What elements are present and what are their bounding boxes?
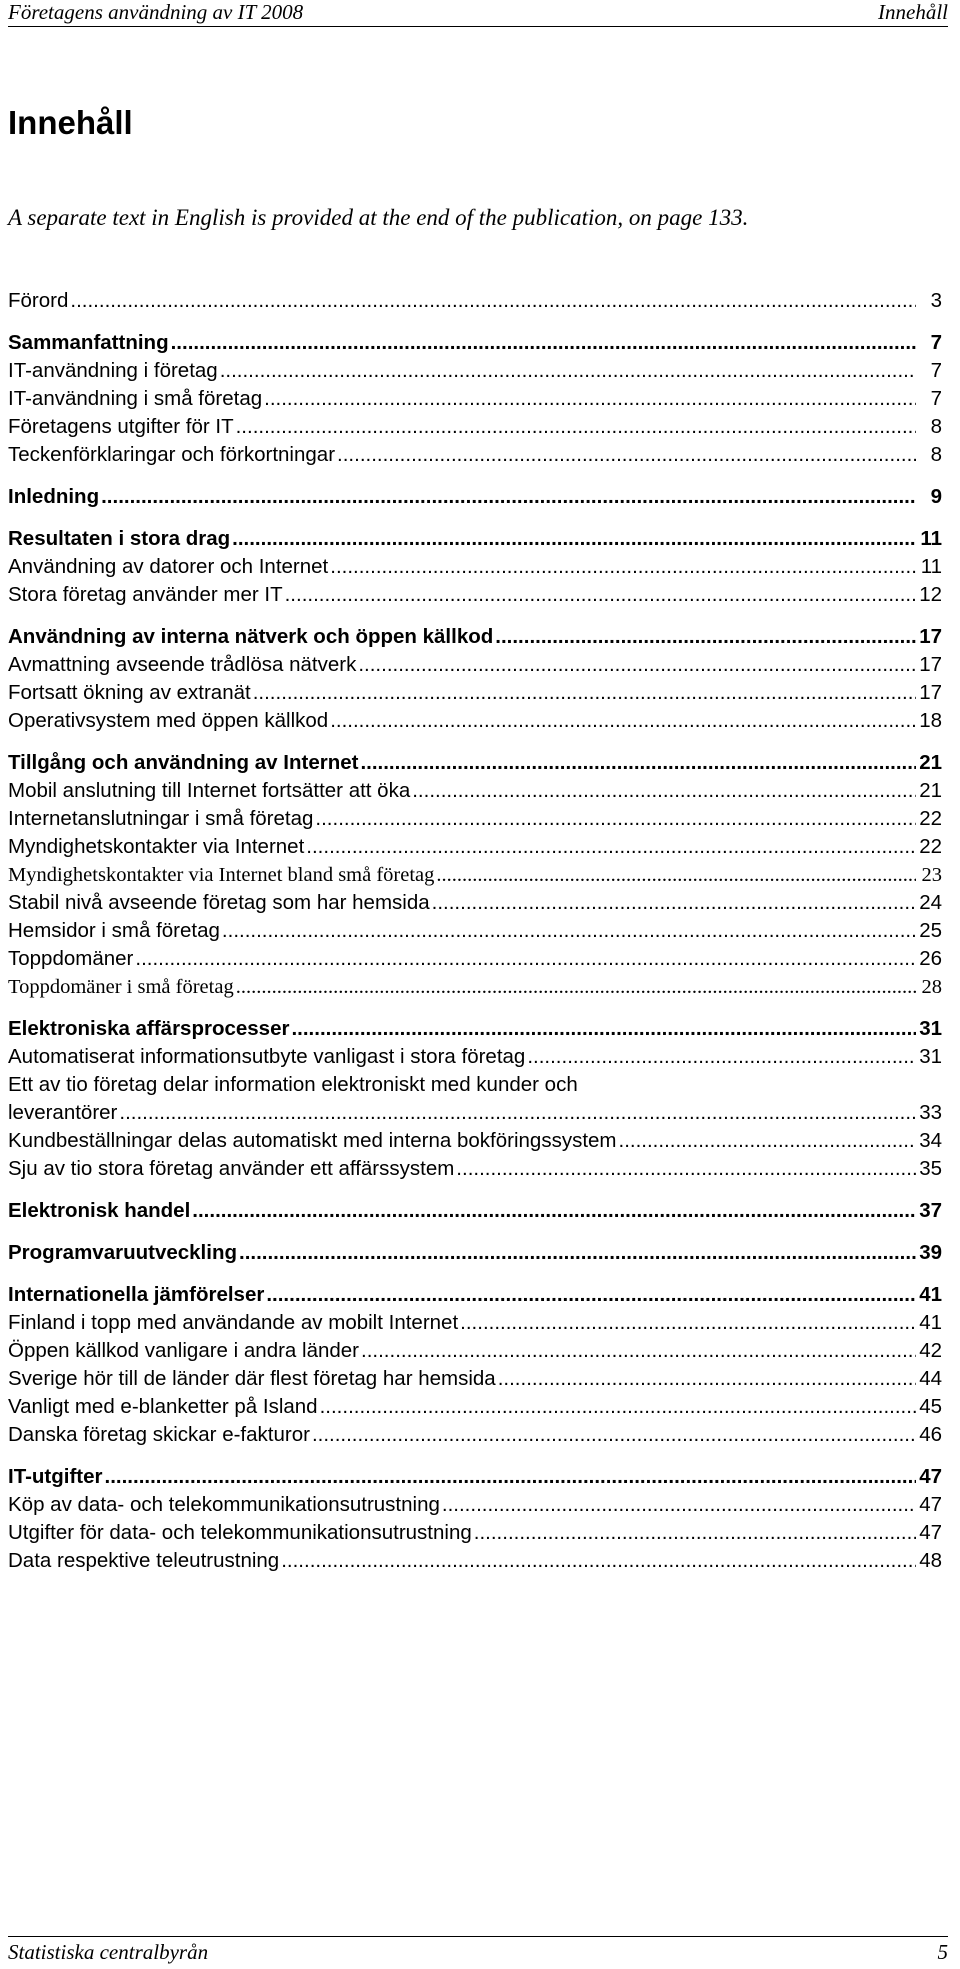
toc-entry[interactable] [8,1337,942,1365]
toc-entry-label: IT-användning i små företag [8,387,263,410]
toc-entry[interactable] [8,973,942,1001]
toc-entry-page-number: 18 [919,709,942,732]
toc-entry-label: IT-användning i företag [8,359,218,382]
toc-chapter-entry[interactable] [8,1197,942,1225]
toc-entry-page-number: 21 [919,779,942,802]
toc-chapter-entry[interactable] [8,1239,942,1267]
toc-entry[interactable] [8,1309,942,1337]
toc-chapter-entry[interactable] [8,1015,942,1043]
toc-entry[interactable] [8,1421,942,1449]
toc-entry-label: Operativsystem med öppen källkod [8,709,329,732]
toc-dot-leader [474,1519,916,1547]
toc-entry-label: Sammanfattning [8,331,169,354]
page-title: Innehåll [8,104,133,141]
toc-entry[interactable] [8,385,942,413]
toc-entry[interactable] [8,441,942,469]
toc-entry-label: Vanligt med e-blanketter på Island [8,1395,318,1418]
toc-entry[interactable] [8,889,942,917]
toc-entry-page-number: 33 [919,1101,942,1124]
toc-entry-page-number: 44 [919,1367,942,1390]
toc-entry-page-number: 46 [919,1423,942,1446]
toc-entry[interactable] [8,581,942,609]
toc-entry-page-number: 7 [930,331,942,354]
toc-entry-label: Användning av datorer och Internet [8,555,329,578]
toc-entry[interactable] [8,1519,942,1547]
toc-dot-leader [135,945,916,973]
toc-dot-leader [619,1127,917,1155]
toc-dot-leader [436,861,916,889]
toc-entry-page-number: 17 [919,653,942,676]
toc-entry[interactable] [8,1099,942,1127]
toc-entry-label: Data respektive teleutrustning [8,1549,280,1572]
toc-dot-leader [171,329,916,357]
toc-entry[interactable] [8,707,942,735]
toc-entry-page-number: 7 [930,387,942,410]
toc-entry-label: Sverige hör till de länder där flest företag har hemsida [8,1367,496,1390]
toc-entry-page-number: 39 [919,1241,942,1264]
toc-entry-label: Stabil nivå avseende företag som har hemsida [8,891,430,914]
toc-entry-page-number: 47 [919,1465,942,1488]
toc-dot-leader [456,1155,916,1183]
toc-dot-leader [236,413,916,441]
toc-entry-page-number: 9 [930,485,942,508]
toc-entry[interactable] [8,651,942,679]
toc-entry-label: Toppdomäner [8,947,134,970]
toc-entry-page-number: 31 [919,1017,942,1040]
toc-dot-leader [320,1393,916,1421]
toc-entry[interactable] [8,357,942,385]
toc-entry-label: Avmattning avseende trådlösa nätverk [8,653,357,676]
toc-entry[interactable] [8,833,942,861]
english-text-note: A separate text in English is provided at the end of the publication, on page 133. [8,205,749,230]
footer-publisher: Statistiska centralbyrån [8,1940,209,1964]
toc-chapter-entry[interactable] [8,329,942,357]
toc-dot-leader [498,1365,916,1393]
toc-entry[interactable] [8,1071,942,1099]
toc-entry-label: Köp av data- och telekommunikationsutrustning [8,1493,440,1516]
toc-dot-leader [315,805,916,833]
toc-entry-label: IT-utgifter [8,1465,103,1488]
toc-entry-label: Användning av interna nätverk och öppen källkod [8,625,494,648]
header-publication-title: Företagens användning av IT 2008 [8,0,304,24]
toc-entry[interactable] [8,945,942,973]
toc-entry[interactable] [8,287,942,315]
toc-dot-leader [312,1421,916,1449]
toc-dot-leader [101,483,916,511]
toc-entry-page-number: 8 [930,443,942,466]
toc-entry[interactable] [8,679,942,707]
toc-entry-label: Hemsidor i små företag [8,919,220,942]
toc-entry-label: Tillgång och användning av Internet [8,751,359,774]
toc-entry-page-number: 48 [919,1549,942,1572]
toc-dot-leader [330,707,916,735]
toc-dot-leader [330,553,916,581]
toc-entry-label: Elektroniska affärsprocesser [8,1017,290,1040]
toc-entry-page-number: 47 [919,1521,942,1544]
toc-entry-label: Myndighetskontakter via Internet bland små företag [8,864,435,886]
toc-dot-leader [264,385,916,413]
toc-dot-leader [105,1463,916,1491]
toc-entry-page-number: 8 [930,415,942,438]
toc-entry[interactable] [8,1127,942,1155]
toc-entry-label: Myndighetskontakter via Internet [8,835,305,858]
toc-dot-leader [285,581,916,609]
table-of-contents [8,287,942,1575]
toc-entry-page-number: 31 [919,1045,942,1068]
toc-entry[interactable] [8,1155,942,1183]
toc-entry[interactable] [8,553,942,581]
toc-dot-leader [495,623,916,651]
toc-entry-label: Utgifter för data- och telekommunikationsutrustning [8,1521,472,1544]
toc-entry-page-number: 22 [919,835,942,858]
toc-chapter-entry[interactable] [8,749,942,777]
toc-entry-page-number: 24 [919,891,942,914]
toc-entry-label: Sju av tio stora företag använder ett affärssystem [8,1157,455,1180]
toc-dot-leader [266,1281,916,1309]
page-footer [8,1936,948,1967]
toc-entry-page-number: 35 [919,1157,942,1180]
toc-entry-label: Inledning [8,485,100,508]
toc-entry-label: Elektronisk handel [8,1199,191,1222]
toc-entry-label: Företagens utgifter för IT [8,415,234,438]
toc-entry-page-number: 42 [919,1339,942,1362]
toc-chapter-entry[interactable] [8,483,942,511]
toc-chapter-entry[interactable] [8,1281,942,1309]
toc-dot-leader [119,1099,916,1127]
toc-entry-label: Stora företag använder mer IT [8,583,283,606]
toc-dot-leader [192,1197,916,1225]
toc-entry-page-number: 25 [919,919,942,942]
toc-dot-leader [460,1309,916,1337]
toc-dot-leader [70,287,916,315]
toc-entry-label: Internationella jämförelser [8,1283,265,1306]
toc-entry-page-number: 47 [919,1493,942,1516]
toc-dot-leader [527,1043,916,1071]
toc-dot-leader [432,889,916,917]
toc-dot-leader [291,1015,916,1043]
toc-entry-page-number: 41 [919,1311,942,1334]
toc-entry[interactable] [8,1043,942,1071]
toc-entry-page-number: 26 [919,947,942,970]
toc-dot-leader [358,651,916,679]
toc-entry-label: Automatiserat informationsutbyte vanligast i stora företag [8,1045,526,1068]
toc-dot-leader [232,525,916,553]
toc-entry-page-number: 34 [919,1129,942,1152]
toc-dot-leader [222,917,916,945]
toc-entry[interactable] [8,1491,942,1519]
toc-chapter-entry[interactable] [8,623,942,651]
toc-chapter-entry[interactable] [8,1463,942,1491]
toc-entry-label: Förord [8,289,69,312]
toc-dot-leader [337,441,916,469]
toc-entry-page-number: 17 [919,681,942,704]
toc-entry[interactable] [8,1547,942,1575]
toc-entry-page-number: 21 [919,751,942,774]
toc-chapter-entry[interactable] [8,525,942,553]
toc-entry-page-number: 45 [919,1395,942,1418]
toc-entry[interactable] [8,413,942,441]
toc-entry-page-number: 22 [919,807,942,830]
toc-entry-page-number: 37 [919,1199,942,1222]
toc-dot-leader [360,749,916,777]
toc-entry-label: Toppdomäner i små företag [8,976,234,998]
toc-entry-label: Kundbeställningar delas automatiskt med interna bokföringssystem [8,1129,617,1152]
toc-entry-label: Mobil anslutning till Internet fortsätter att öka [8,779,411,802]
toc-entry-label: Ett av tio företag delar information elektroniskt med kunder och [8,1073,578,1096]
toc-entry-label: Danska företag skickar e-fakturor [8,1423,310,1446]
toc-entry-page-number: 17 [919,625,942,648]
toc-entry-page-number: 12 [919,583,942,606]
toc-entry[interactable] [8,777,942,805]
toc-entry-label: Programvaruutveckling [8,1241,237,1264]
toc-entry-page-number: 28 [921,976,942,998]
toc-entry-page-number: 11 [920,555,942,578]
toc-entry-label: Resultaten i stora drag [8,527,231,550]
toc-entry[interactable] [8,861,942,889]
toc-entry[interactable] [8,1365,942,1393]
toc-entry-label: Fortsatt ökning av extranät [8,681,251,704]
toc-entry-label: Teckenförklaringar och förkortningar [8,443,336,466]
toc-dot-leader [361,1337,916,1365]
toc-entry-label: Internetanslutningar i små företag [8,807,314,830]
toc-dot-leader [236,973,916,1001]
toc-dot-leader [220,357,916,385]
toc-entry-label: Öppen källkod vanligare i andra länder [8,1339,360,1362]
toc-entry-page-number: 11 [920,527,942,550]
toc-entry-label: Finland i topp med användande av mobilt Internet [8,1311,459,1334]
toc-dot-leader [442,1491,916,1519]
toc-entry[interactable] [8,805,942,833]
toc-entry[interactable] [8,917,942,945]
toc-dot-leader [306,833,916,861]
toc-dot-leader [412,777,916,805]
toc-entry-page-number: 3 [930,289,942,312]
toc-entry[interactable] [8,1393,942,1421]
toc-dot-leader [239,1239,916,1267]
page-header [8,0,948,27]
footer-page-number: 5 [937,1940,948,1964]
toc-dot-leader [253,679,916,707]
toc-dot-leader [281,1547,916,1575]
toc-entry-label: leverantörer [8,1101,118,1124]
toc-entry-page-number: 7 [930,359,942,382]
toc-entry-page-number: 23 [921,864,942,886]
toc-entry-page-number: 41 [919,1283,942,1306]
header-section-title: Innehåll [878,0,948,24]
